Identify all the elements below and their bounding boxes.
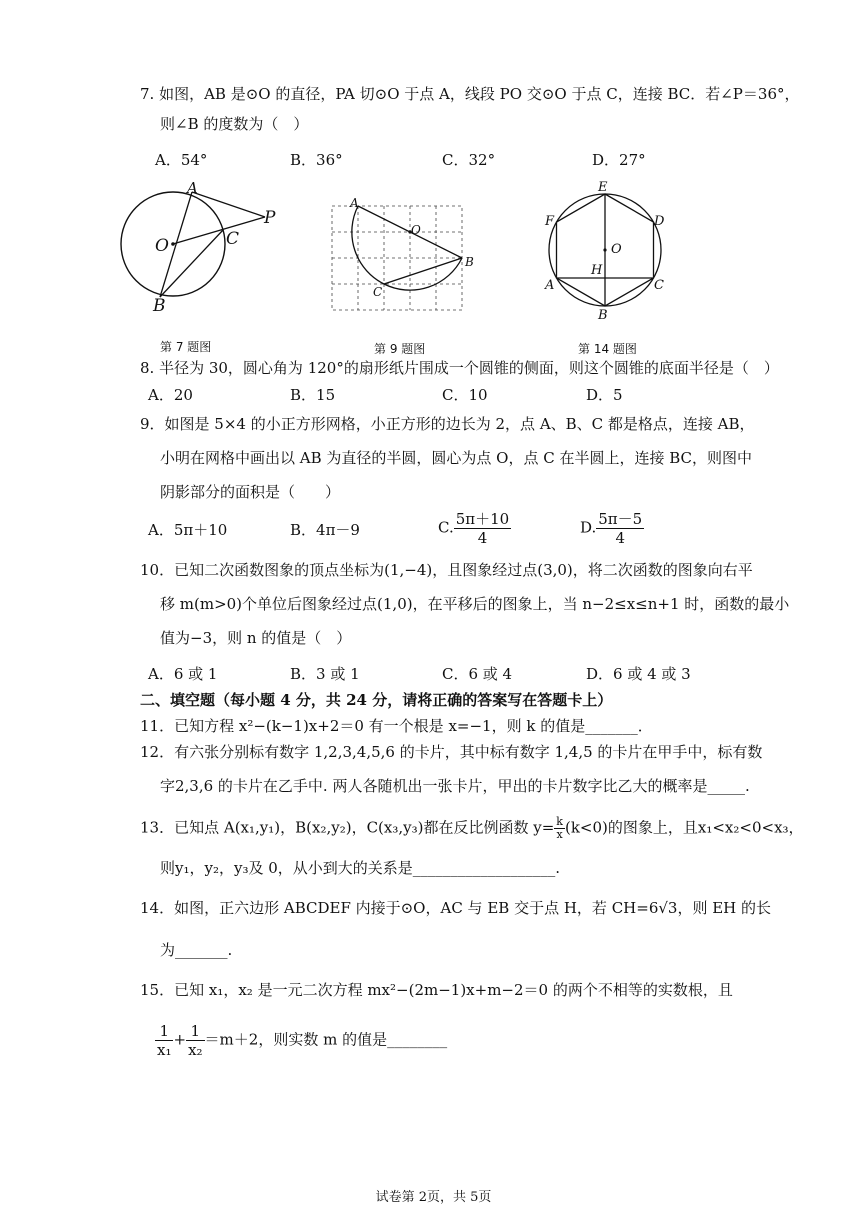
- fig14-label-o: O: [611, 242, 622, 257]
- q13-frac-num: k: [556, 815, 563, 828]
- figure-9: [326, 198, 471, 318]
- fig9-label-b: B: [465, 255, 474, 269]
- fig9-caption: 第 9 题图: [374, 342, 426, 356]
- fig9-label-a: A: [350, 196, 359, 210]
- q9-option-d-denominator: 4: [615, 529, 626, 547]
- fig14-caption: 第 14 题图: [578, 342, 637, 356]
- q13-line1-b: (k<0)的图象上，且x₁<x₂<0<x₃，: [564, 818, 804, 837]
- fig7-caption: 第 7 题图: [160, 340, 212, 354]
- q9-option-d-numerator: 5π－5: [598, 510, 643, 528]
- q15-line1: 15．已知 x₁，x₂ 是一元二次方程 mx²−(2m−1)x+m−2＝0 的两个不相等的实数根，且: [140, 981, 733, 999]
- figure-7: [115, 172, 295, 322]
- q15-line2-rest: ＝m＋2，则实数 m 的值是________: [204, 1030, 448, 1049]
- q15-frac2-den: x₂: [188, 1041, 203, 1059]
- q10-option-d: D．6 或 4 或 3: [586, 665, 691, 683]
- q13-frac-den: x: [556, 828, 563, 841]
- q8-option-d: D．5: [586, 386, 623, 404]
- fig14-label-h: H: [591, 263, 603, 278]
- q12-line1: 12．有六张分别标有数字 1,2,3,4,5,6 的卡片，其中标有数字 1,4,5 的卡片在甲手中，标有数: [140, 743, 763, 761]
- q15-plus: +: [173, 1030, 187, 1049]
- q10-line3: 值为−3，则 n 的值是（ ）: [160, 629, 352, 647]
- q9-line1: 9．如图是 5×4 的小正方形网格，小正方形的边长为 2，点 A、B、C 都是格点，连接 AB，: [140, 415, 755, 433]
- q9-option-d-label: D.: [580, 518, 597, 537]
- fig14-label-d: D: [654, 214, 665, 229]
- q9-option-c-numerator: 5π＋10: [455, 510, 510, 528]
- q10-option-c: C．6 或 4: [442, 665, 513, 683]
- q10-option-a: A．6 或 1: [148, 665, 218, 683]
- q9-option-b: B．4π－9: [290, 521, 360, 539]
- q7-option-d: D．27°: [592, 151, 646, 169]
- q8-option-c: C．10: [442, 386, 488, 404]
- q13-line1: [140, 816, 804, 841]
- q9-option-c: [438, 510, 511, 547]
- q11: 11．已知方程 x²−(k−1)x+2＝0 有一个根是 x=−1，则 k 的值是_______．: [140, 717, 653, 735]
- q15-frac1-den: x₁: [157, 1041, 172, 1059]
- q15-line2: [155, 1022, 447, 1059]
- q13-line2: 则y₁，y₂，y₃及 0，从小到大的关系是___________________.: [160, 859, 561, 877]
- q9-line3: 阴影部分的面积是（ ）: [160, 483, 341, 501]
- q14-line1: 14．如图，正六边形 ABCDEF 内接于⊙O，AC 与 EB 交于点 H，若 CH=6√3，则 EH 的长: [140, 899, 772, 917]
- q15-frac1-num: 1: [155, 1022, 173, 1041]
- q7-option-a: A．54°: [155, 151, 208, 169]
- fig7-label-c: C: [226, 229, 240, 249]
- q7-option-c: C．32°: [442, 151, 496, 169]
- q9-option-c-denominator: 4: [477, 529, 488, 547]
- q9-line2: 小明在网格中画出以 AB 为直径的半圆，圆心为点 O，点 C 在半圆上，连接 BC，则图中: [160, 449, 753, 467]
- q8-option-a: A．20: [148, 386, 193, 404]
- fig7-label-p: P: [264, 208, 276, 228]
- q7-option-b: B．36°: [290, 151, 343, 169]
- fig14-label-c: C: [654, 278, 664, 293]
- q10-line2: 移 m(m>0)个单位后图象经过点(1,0)，在平移后的图象上，当 n−2≤x≤n+1 时，函数的最小: [160, 595, 790, 613]
- fig7-label-o: O: [155, 236, 169, 256]
- fig7-label-b: B: [153, 296, 166, 316]
- q15-frac2-num: 1: [186, 1022, 204, 1041]
- q10-line1: 10．已知二次函数图象的顶点坐标为(1,−4)，且图象经过点(3,0)，将二次函数的图象向右平: [140, 561, 753, 579]
- fig14-label-b: B: [598, 308, 608, 323]
- q7-line2: 则∠B 的度数为（ ）: [160, 115, 309, 133]
- q10-option-b: B．3 或 1: [290, 665, 360, 683]
- q12-line2: 字2,3,6 的卡片在乙手中. 两人各随机出一张卡片，甲出的卡片数字比乙大的概率是_____.: [160, 777, 750, 795]
- page-footer: 试卷第 2页，共 5页: [375, 1190, 492, 1205]
- q8-option-b: B．15: [290, 386, 336, 404]
- q9-option-d: [580, 510, 644, 547]
- figure-14: [540, 180, 680, 320]
- q14-line2: 为_______.: [160, 941, 233, 959]
- q7-line1: 7. 如图，AB 是⊙O 的直径，PA 切⊙O 于点 A，线段 PO 交⊙O 于点 C，连接 BC．若∠P＝36°，: [140, 85, 800, 103]
- fig14-label-a: A: [545, 278, 555, 293]
- fig14-label-e: E: [598, 180, 608, 195]
- section-2-heading: 二、填空题（每小题 4 分，共 24 分，请将正确的答案写在答题卡上）: [140, 691, 613, 709]
- q9-option-c-label: C.: [438, 518, 454, 537]
- fig9-label-c: C: [373, 285, 383, 299]
- q13-line1-a: 13．已知点 A(x₁,y₁)，B(x₂,y₂)，C(x₃,y₃)都在反比例函数 y=: [140, 818, 555, 837]
- fig7-label-a: A: [187, 179, 198, 197]
- q8-line1: 8. 半径为 30，圆心角为 120°的扇形纸片围成一个圆锥的侧面，则这个圆锥的底面半径是（ ）: [140, 359, 779, 377]
- fig14-label-f: F: [545, 214, 555, 229]
- q9-option-a: A．5π＋10: [148, 521, 228, 539]
- fig9-label-o: O: [411, 223, 421, 237]
